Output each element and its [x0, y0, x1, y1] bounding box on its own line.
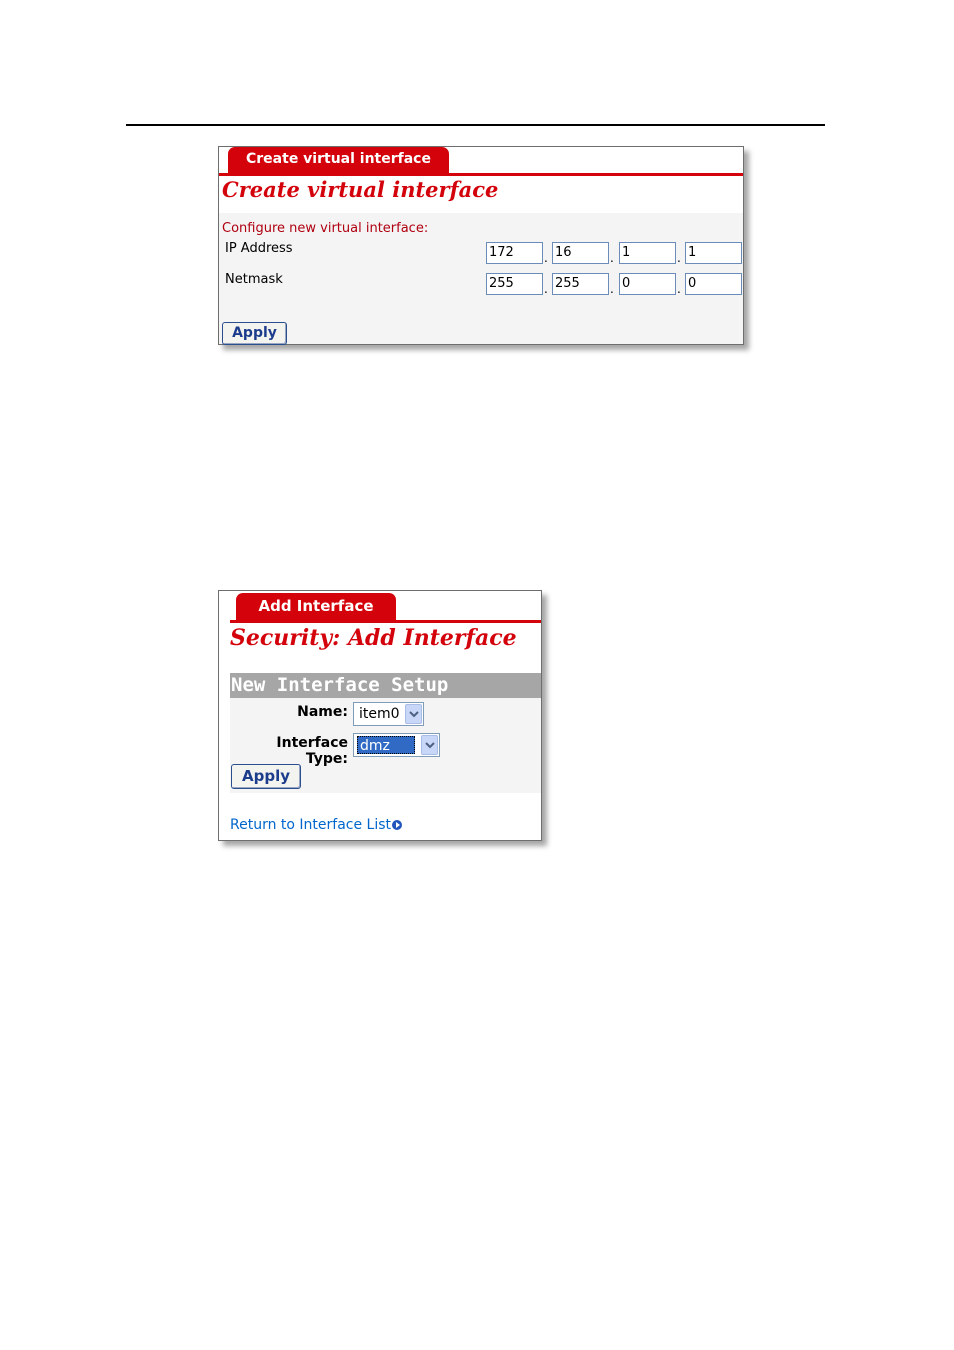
ip-octet-3-input[interactable]: 1 — [619, 242, 676, 264]
ip-separator: . — [610, 251, 614, 265]
ip-octet-1-input[interactable]: 172 — [486, 242, 543, 264]
tab-add-interface[interactable]: Add Interface — [236, 593, 396, 621]
chevron-down-icon[interactable] — [405, 704, 422, 724]
page-top-rule — [126, 124, 825, 126]
section-header: New Interface Setup — [230, 673, 541, 698]
add-interface-panel — [218, 590, 542, 841]
return-to-interface-list-link[interactable] — [230, 817, 402, 833]
tab-underline — [219, 173, 743, 176]
ip-separator: . — [677, 251, 681, 265]
netmask-octet-1-input[interactable]: 255 — [486, 273, 543, 295]
tab-underline — [230, 620, 541, 623]
netmask-octet-4-input[interactable]: 0 — [685, 273, 742, 295]
name-select-value: item0 — [359, 706, 400, 722]
apply-button[interactable]: Apply — [222, 322, 287, 345]
netmask-label: Netmask — [225, 272, 283, 287]
name-select[interactable] — [353, 702, 424, 726]
page-title: Create virtual interface — [222, 177, 499, 202]
netmask-separator: . — [677, 282, 681, 296]
ip-address-label: IP Address — [225, 241, 293, 256]
ip-octet-4-input[interactable]: 1 — [685, 242, 742, 264]
tab-create-virtual-interface[interactable]: Create virtual interface — [228, 147, 449, 174]
netmask-octet-2-input[interactable]: 255 — [552, 273, 609, 295]
ip-separator: . — [544, 251, 548, 265]
ip-octet-2-input[interactable]: 16 — [552, 242, 609, 264]
name-label: Name: — [297, 704, 348, 720]
netmask-separator: . — [610, 282, 614, 296]
interface-type-select[interactable] — [353, 733, 440, 757]
interface-setup-form — [230, 698, 541, 793]
create-virtual-interface-panel — [218, 146, 744, 345]
apply-button[interactable]: Apply — [231, 764, 301, 789]
chevron-down-icon[interactable] — [421, 735, 438, 755]
form-subtitle: Configure new virtual interface: — [222, 221, 429, 236]
circle-arrow-right-icon — [392, 820, 402, 830]
interface-type-label: Interface Type: — [276, 735, 348, 767]
page-title: Security: Add Interface — [230, 625, 517, 651]
return-link-label: Return to Interface List — [230, 817, 392, 833]
netmask-octet-3-input[interactable]: 0 — [619, 273, 676, 295]
interface-type-value: dmz — [357, 736, 415, 754]
netmask-separator: . — [544, 282, 548, 296]
